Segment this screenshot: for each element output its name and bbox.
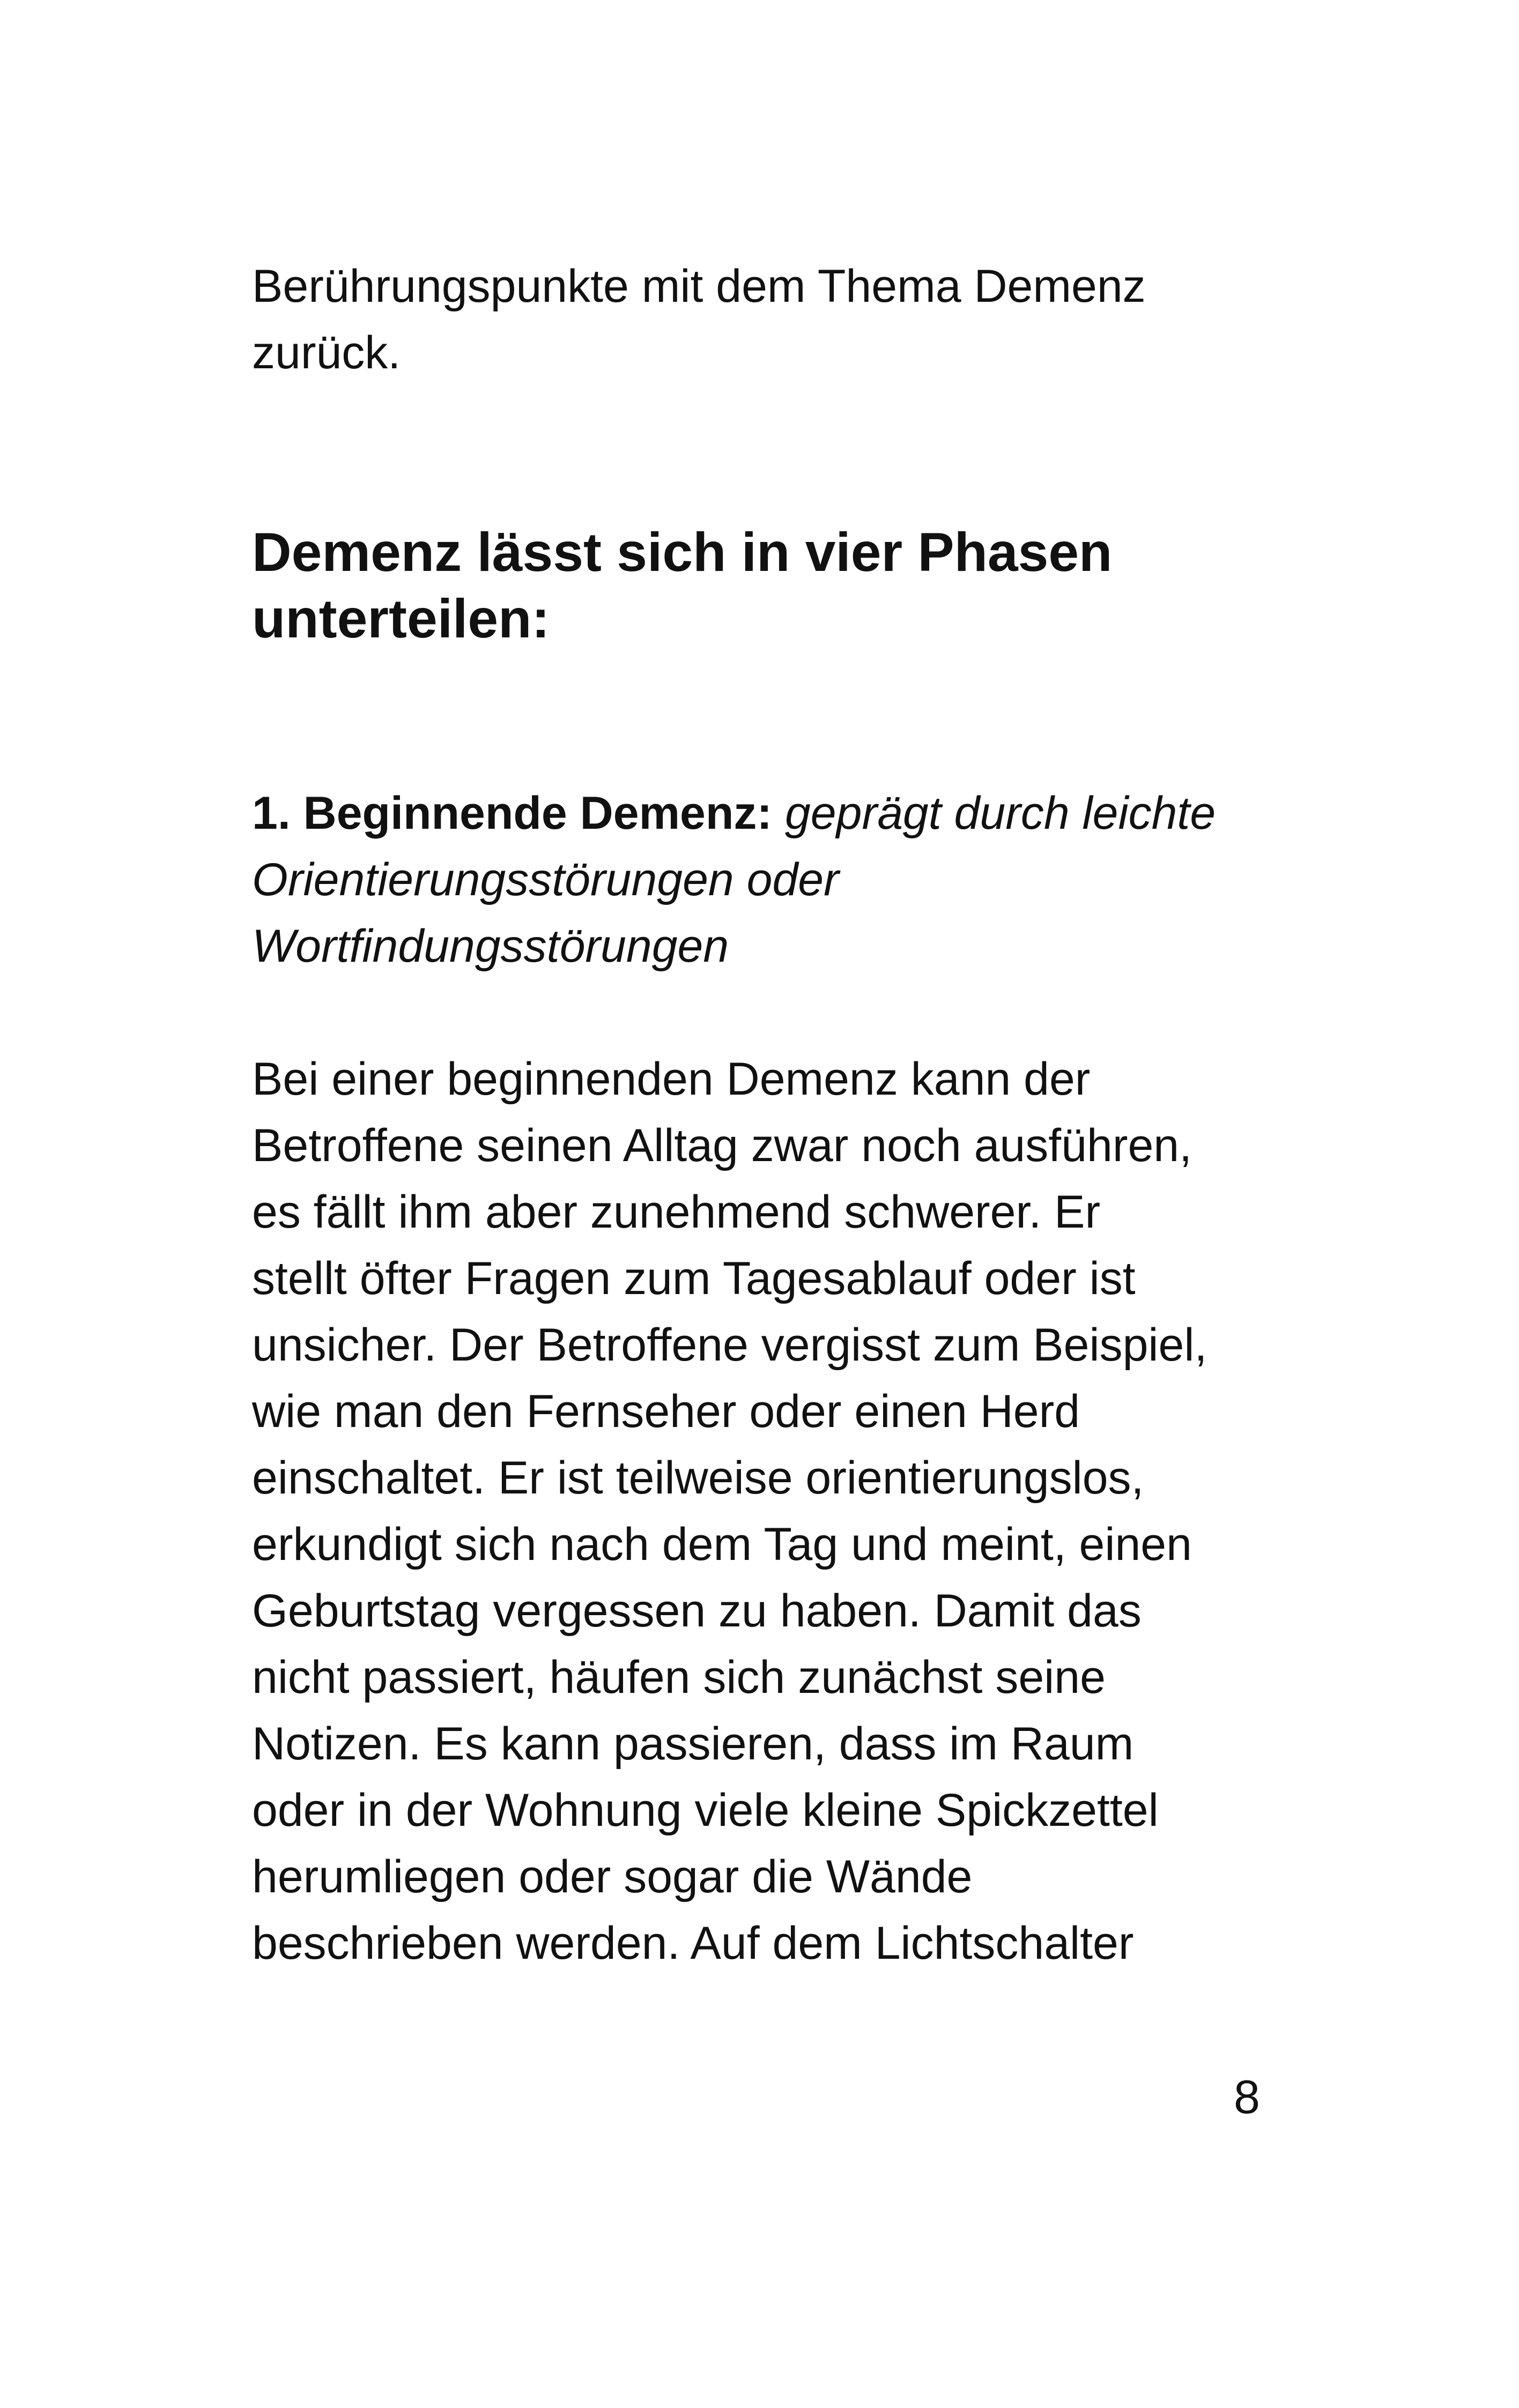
text-line: herumliegen oder sogar die Wände [252, 1851, 973, 1902]
text-line: erkundigt sich nach dem Tag und meint, einen [252, 1519, 1192, 1570]
text-line: unsicher. Der Betroffene vergisst zum Beispiel, [252, 1319, 1207, 1371]
text-line: beschrieben werden. Auf dem Lichtschalter [252, 1918, 1134, 1969]
text-line: Geburtstag vergessen zu haben. Damit das [252, 1585, 1142, 1637]
phase-1-paragraph [252, 780, 1324, 979]
text-line: es fällt ihm aber zunehmend schwerer. Er [252, 1186, 1101, 1238]
text-line: stellt öfter Fragen zum Tagesablauf oder ist [252, 1253, 1136, 1304]
phase-1-first-line [252, 780, 1324, 846]
heading-line: Demenz lässt sich in vier Phasen [252, 522, 1113, 583]
phase-1-description: Orientierungsstörungen oder [252, 854, 839, 905]
text-line: wie man den Fernseher oder einen Herd [252, 1386, 1080, 1437]
text-line: zurück. [252, 327, 401, 378]
section-heading [252, 519, 1324, 652]
page-number: 8 [1234, 2070, 1260, 2123]
text-line: Bei einer beginnenden Demenz kann der [252, 1053, 1091, 1105]
text-line: einschaltet. Er ist teilweise orientierungslos, [252, 1452, 1144, 1504]
text-line: nicht passiert, häufen sich zunächst seine [252, 1652, 1106, 1703]
phase-1-description: Wortfindungsstörungen [252, 920, 729, 972]
phase-1-label: 1. Beginnende Demenz: [252, 787, 773, 839]
text-line: Berührungspunkte mit dem Thema Demenz [252, 261, 1146, 312]
text-line: oder in der Wohnung viele kleine Spickzettel [252, 1785, 1159, 1836]
phase-1-description: geprägt durch leichte [784, 787, 1216, 839]
body-paragraph [252, 1046, 1324, 1976]
intro-paragraph [252, 253, 1324, 386]
heading-line: unterteilen: [252, 588, 550, 649]
text-line: Notizen. Es kann passieren, dass im Raum [252, 1718, 1134, 1770]
text-line: Betroffene seinen Alltag zwar noch ausführen, [252, 1120, 1192, 1171]
